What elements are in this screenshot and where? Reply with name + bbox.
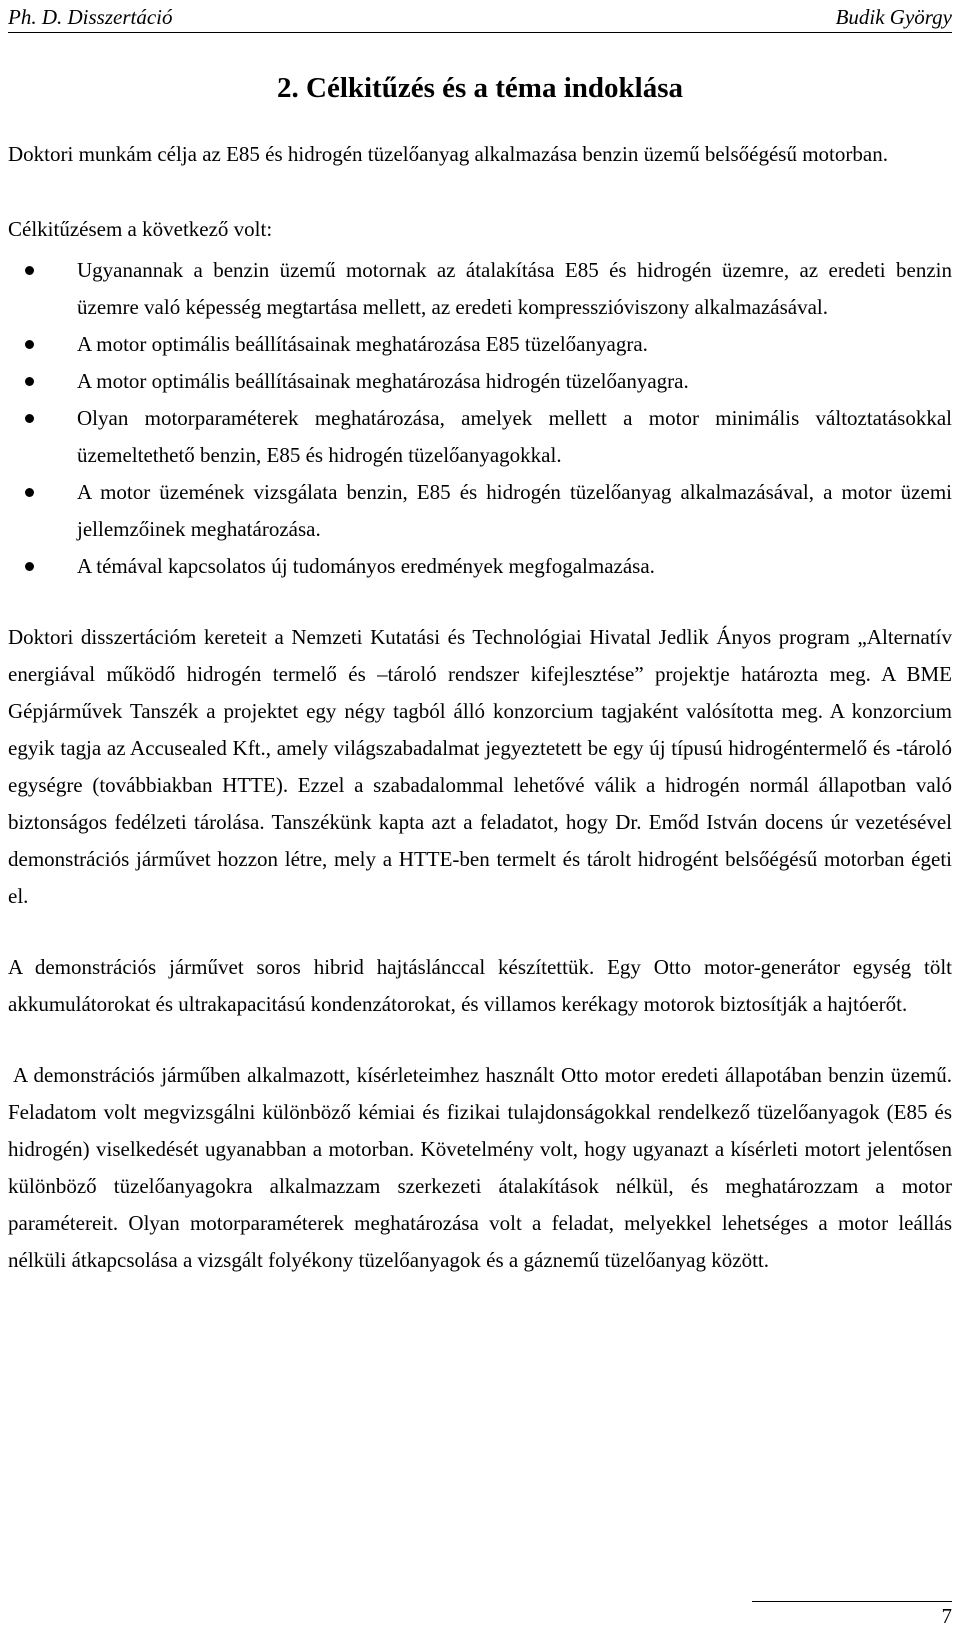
goal-text: Ugyanannak a benzin üzemű motornak az átalakítása E85 és hidrogén üzemre, az eredeti benzin üzemre való képesség megtartása mellett, az eredeti kompresszióviszony alkalmazásával. [77,258,952,319]
bullet-icon [25,414,34,423]
goals-list [8,252,952,585]
goal-item [8,474,952,548]
bullet-icon [25,340,34,349]
bullet-icon [25,266,34,275]
body-paragraph-consortium: Doktori disszertációm kereteit a Nemzeti Kutatási és Technológiai Hivatal Jedlik Ányos program „Alternatív energiával működő hidrogén termelő és –tároló rendszer kifejlesztése” projektje határozta meg. A BME Gépjárművek Tanszék a projektet egy négy tagból álló konzorcium tagjaként valósította meg. A konzorcium egyik tagja az Accusealed Kft., amely világszabadalmat jegyeztetett be egy új típusú hidrogéntermelő és -tároló egységre (továbbiakban HTTE). Ezzel a szabadalommal lehetővé válik a hidrogén normál állapotban való biztonságos fedélzeti tárolása. Tanszékünk kapta azt a feladatot, hogy Dr. Emőd István docens úr vezetésével demonstrációs járművet hozzon létre, mely a HTTE-ben termelt és tárolt hidrogént belsőégésű motorban égeti el. [8,625,952,908]
page-content [8,68,952,1279]
goal-item [8,252,952,326]
bullet-icon [25,377,34,386]
header-author: Budik György [835,5,952,29]
body-paragraph-vehicle: A demonstrációs járművet soros hibrid hajtáslánccal készítettük. Egy Otto motor-generátor egység tölt akkumulátorokat és ultrakapacitású kondenzátorokat, és villamos kerékagy motorok biztosítják a hajtóerőt. [8,955,952,1016]
goal-item [8,400,952,474]
running-header [8,2,952,33]
section-title: 2. Célkitűzés és a téma indoklása [277,72,683,104]
page-number: 7 [752,1601,952,1630]
goal-text: A motor optimális beállításainak meghatározása E85 tüzelőanyagra. [77,332,648,356]
body-paragraph-task: A demonstrációs járműben alkalmazott, kísérleteimhez használt Otto motor eredeti állapotában benzin üzemű. Feladatom volt megvizsgálni különböző kémiai és fizikai tulajdonságokkal rendelkező tüzelőanyagok (E85 és hidrogén) viselkedését ugyanabban a motorban. Követelmény volt, hogy ugyanazt a kísérleti motort jelentősen különböző tüzelőanyagokra alkalmazzam szerkezeti átalakítások nélkül, és meghatározzam a motor paramétereit. Olyan motorparaméterek meghatározása volt a feladat, melyekkel lehetséges a motor leállás nélküli átkapcsolása a vizsgált folyékony tüzelőanyagok és a gáznemű tüzelőanyag között. [8,1063,952,1272]
goal-text: A témával kapcsolatos új tudományos eredmények megfogalmazása. [77,554,655,578]
goal-text: Olyan motorparaméterek meghatározása, amelyek mellett a motor minimális változtatásokkal üzemeltethető benzin, E85 és hidrogén tüzelőanyagokkal. [77,406,952,467]
bullet-icon [25,488,34,497]
goals-intro: Célkitűzésem a következő volt: [8,217,273,241]
bullet-icon [25,562,34,571]
goal-item [8,326,952,363]
intro-paragraph: Doktori munkám célja az E85 és hidrogén tüzelőanyag alkalmazása benzin üzemű belsőégésű motorban. [8,142,888,166]
goal-text: A motor üzemének vizsgálata benzin, E85 és hidrogén tüzelőanyag alkalmazásával, a motor üzemi jellemzőinek meghatározása. [77,480,952,541]
goal-item [8,548,952,585]
goal-item [8,363,952,400]
header-document-type: Ph. D. Disszertáció [8,5,173,29]
goal-text: A motor optimális beállításainak meghatározása hidrogén tüzelőanyagra. [77,369,689,393]
